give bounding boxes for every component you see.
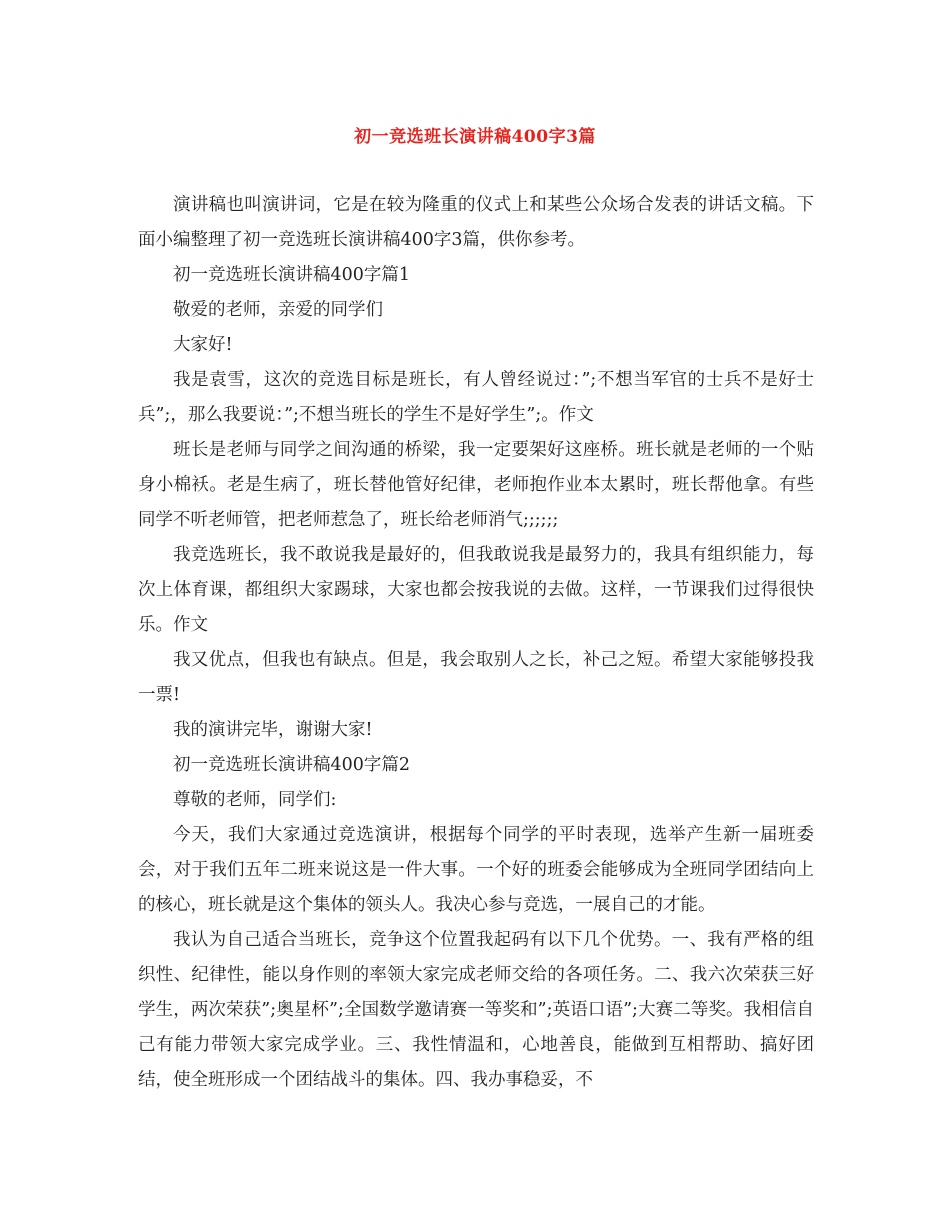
section-heading-2: 初一竞选班长演讲稿400字篇2 xyxy=(173,755,411,775)
paragraph: 我认为自己适合当班长，竞争这个位置我起码有以下几个优势。一、我有严格的组织性、纪律性，能以身作则的率领大家完成老师交给的各项任务。二、我六次荣获三好学生，两次荣获”;奥星杯”;全国数学邀请赛一等奖和”;英语口语”;大赛二等奖。我相信自己有能力带领大家完成学业。三、我性情温和，心地善良，能做到互相帮助、搞好团结，使全班形成一个团结战斗的集体。四、我办事稳妥，不 xyxy=(138,930,814,1090)
paragraph: 我是袁雪，这次的竞选目标是班长，有人曾经说过：”;不想当军官的士兵不是好士兵”;，那么我要说：”;不想当班长的学生不是好学生”;。作文 xyxy=(138,370,814,425)
paragraph: 我竞选班长，我不敢说我是最好的，但我敢说我是最努力的，我具有组织能力，每次上体育课，都组织大家踢球，大家也都会按我说的去做。这样，一节课我们过得很快乐。作文 xyxy=(138,545,814,635)
closing-line: 我的演讲完毕，谢谢大家! xyxy=(173,720,373,740)
salutation: 敬爱的老师，亲爱的同学们 xyxy=(173,300,383,320)
paragraph-intro: 演讲稿也叫演讲词，它是在较为隆重的仪式上和某些公众场合发表的讲话文稿。下面小编整理了初一竞选班长演讲稿400字3篇，供你参考。 xyxy=(138,195,814,250)
section-heading-1: 初一竞选班长演讲稿400字篇1 xyxy=(173,265,411,285)
paragraph: 我又优点，但我也有缺点。但是，我会取别人之长，补己之短。希望大家能够投我一票! xyxy=(138,650,814,705)
salutation: 尊敬的老师，同学们: xyxy=(173,790,337,810)
paragraph: 班长是老师与同学之间沟通的桥梁，我一定要架好这座桥。班长就是老师的一个贴身小棉袄。老是生病了，班长替他管好纪律，老师抱作业本太累时，班长帮他拿。有些同学不听老师管，把老师惹急了，班长给老师消气;;;;;; xyxy=(138,440,814,530)
document-title: 初一竞选班长演讲稿400字3篇 xyxy=(354,127,596,147)
document-body xyxy=(138,188,814,1098)
paragraph: 今天，我们大家通过竞选演讲，根据每个同学的平时表现，选举产生新一届班委会，对于我们五年二班来说这是一件大事。一个好的班委会能够成为全班同学团结向上的核心，班长就是这个集体的领头人。我决心参与竞选，一展自己的才能。 xyxy=(138,825,814,915)
greeting: 大家好! xyxy=(173,335,233,355)
